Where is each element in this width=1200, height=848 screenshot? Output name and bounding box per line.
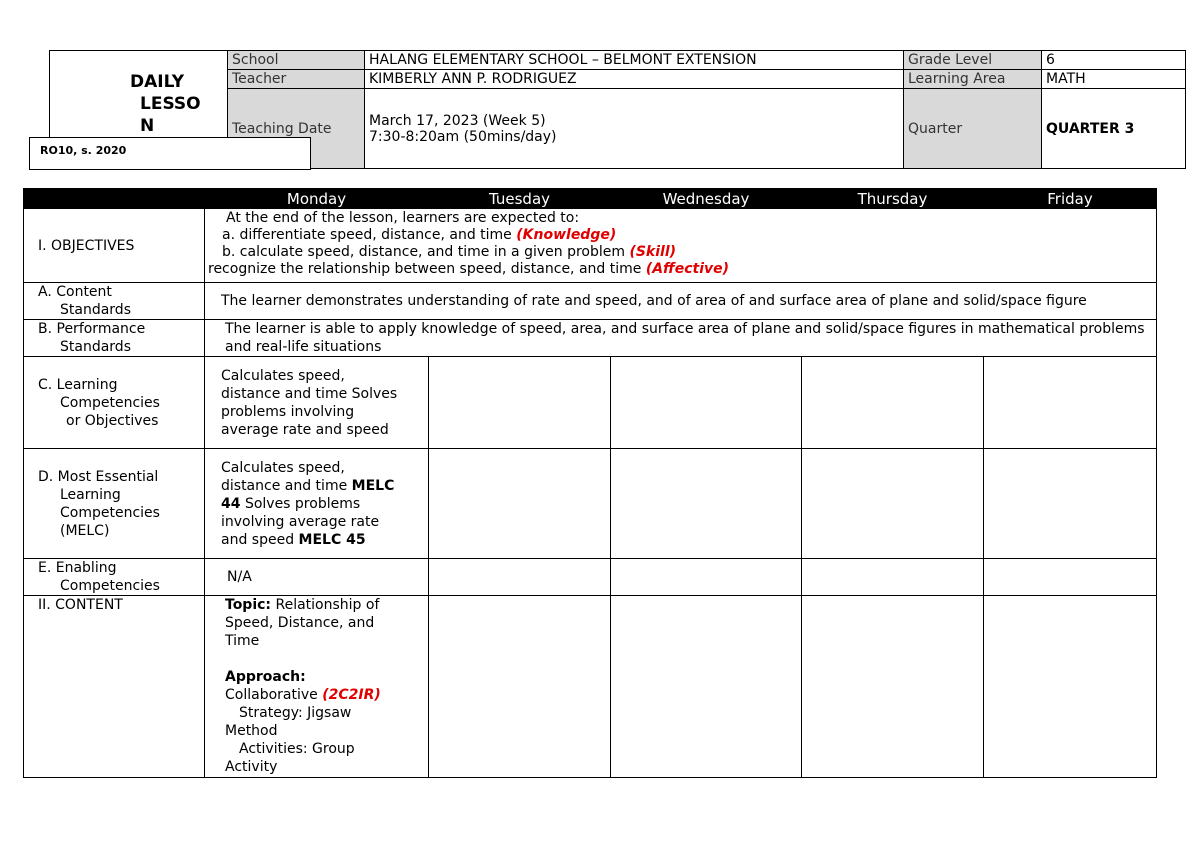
enabling-row [24,559,1157,596]
day-header-blank [24,189,205,209]
melc-row [24,449,1157,559]
learning-competencies-tuesday [429,357,611,449]
enabling-label: E. Enabling Competencies [24,559,205,596]
school-value: HALANG ELEMENTARY SCHOOL – BELMONT EXTENSION [365,51,904,70]
day-header-wednesday: Wednesday [611,189,802,209]
day-header-monday: Monday [205,189,429,209]
teacher-value: KIMBERLY ANN P. RODRIGUEZ [365,70,904,89]
learning-competencies-thursday [802,357,984,449]
ro-code-box [29,137,311,170]
learning-competencies-monday: Calculates speed, distance and time Solves problems involving average rate and speed [205,357,429,449]
melc-wednesday [611,449,802,559]
quarter-label: Quarter [904,89,1042,169]
enabling-wednesday [611,559,802,596]
content-friday [984,596,1157,778]
dll-title: DAILY LESSO N [130,72,201,136]
objectives-label: I. OBJECTIVES [24,209,205,283]
ro-code: RO10, s. 2020 [40,144,127,157]
content-row [24,596,1157,778]
enabling-friday [984,559,1157,596]
learning-area-label: Learning Area [904,70,1042,89]
learning-area-value: MATH [1042,70,1186,89]
content-monday: Topic: Relationship of Speed, Distance, and Time Approach: Collaborative (2C2IR) Strategy: Jigsaw Method Activities: Group Activity [205,596,429,778]
melc-label: D. Most Essential Learning Competencies (MELC) [24,449,205,559]
performance-standards-row [24,320,1157,357]
content-wednesday [611,596,802,778]
grade-level-value: 6 [1042,51,1186,70]
school-label: School [228,51,365,70]
performance-standards-label: B. Performance Standards [24,320,205,357]
melc-tuesday [429,449,611,559]
content-label: II. CONTENT [24,596,205,778]
content-standards-row [24,283,1157,320]
content-tuesday [429,596,611,778]
teacher-label: Teacher [228,70,365,89]
content-thursday [802,596,984,778]
learning-competencies-friday [984,357,1157,449]
day-header-friday: Friday [984,189,1157,209]
lesson-plan-table [23,188,1157,778]
melc-monday: Calculates speed, distance and time MELC 44 Solves problems involving average rate and speed MELC 45 [205,449,429,559]
day-header-tuesday: Tuesday [429,189,611,209]
quarter-value: QUARTER 3 [1042,89,1186,169]
teaching-date-value: March 17, 2023 (Week 5) 7:30-8:20am (50mins/day) [365,89,904,169]
learning-competencies-wednesday [611,357,802,449]
content-standards-label: A. Content Standards [24,283,205,320]
learning-competencies-label: C. Learning Competencies or Objectives [24,357,205,449]
melc-thursday [802,449,984,559]
performance-standards-text: The learner is able to apply knowledge of speed, area, and surface area of plane and solid/space figures in mathematical problems and real-life situations [205,320,1157,357]
content-standards-text: The learner demonstrates understanding of rate and speed, and of area of and surface area of plane and solid/space figure [205,283,1157,320]
objectives-row [24,209,1157,283]
learning-competencies-row [24,357,1157,449]
day-header-thursday: Thursday [802,189,984,209]
melc-friday [984,449,1157,559]
enabling-monday: N/A [205,559,429,596]
enabling-tuesday [429,559,611,596]
objectives-content: At the end of the lesson, learners are expected to: a. differentiate speed, distance, and time (Knowledge) b. calculate speed, distance, and time in a given problem (Skill) recognize the relationship between speed, distance, and time (Affective) [205,209,1157,283]
enabling-thursday [802,559,984,596]
teaching-date-label: Teaching Date [228,89,365,169]
grade-level-label: Grade Level [904,51,1042,70]
